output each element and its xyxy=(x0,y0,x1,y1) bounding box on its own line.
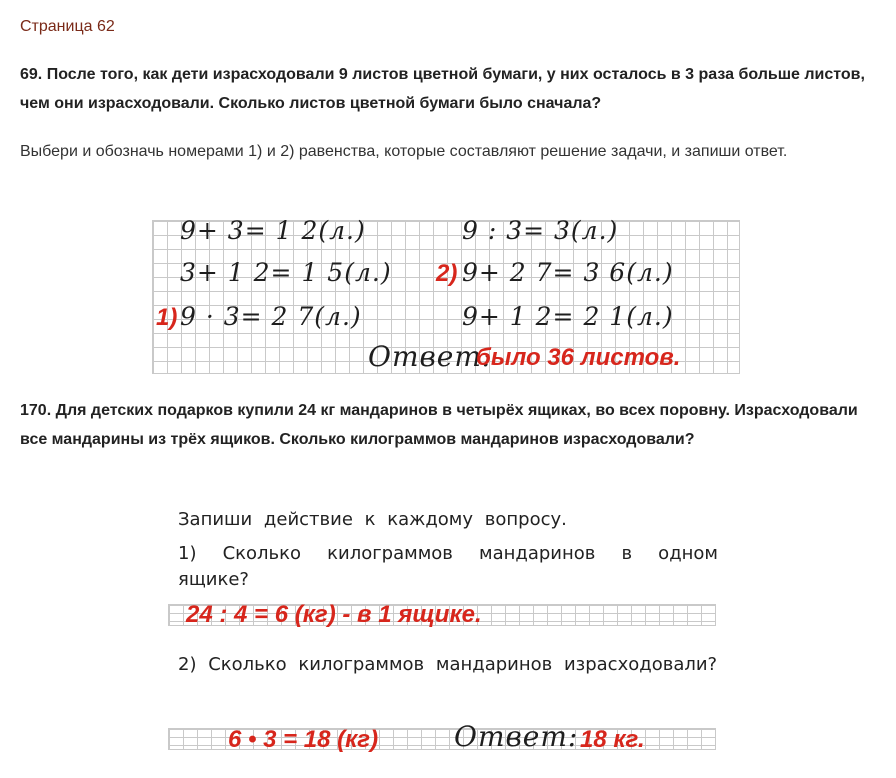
task-170-text: 170. Для детских подарков купили 24 кг мандаринов в четырёх ящиках, во всех поровну. Израсходовали все мандарины из трёх ящиков. Сколько килограммов мандаринов израсходовали? xyxy=(20,402,858,448)
equation-left-1: 9+ 3= 1 2(л.) xyxy=(180,216,366,245)
equation-left-2: 3+ 1 2= 1 5(л.) xyxy=(180,258,392,287)
task-170-instruction: Запиши действие к каждому вопросу. xyxy=(178,509,567,530)
equation-right-2: 9+ 2 7= 3 6(л.) xyxy=(462,258,674,287)
equation-right-3: 9+ 1 2= 2 1(л.) xyxy=(462,302,674,331)
answer-170: 18 кг. xyxy=(580,726,645,753)
question-2: 2) Сколько килограммов мандаринов израсходовали? xyxy=(178,654,718,675)
equation-right-1: 9 : 3= 3(л.) xyxy=(462,216,619,245)
answer-label-69: Ответ: xyxy=(368,340,493,373)
answer-1: 24 : 4 = 6 (кг) - в 1 ящике. xyxy=(186,601,482,628)
answer-2: 6 • 3 = 18 (кг) xyxy=(228,726,379,753)
answer-label-170: Ответ: xyxy=(454,720,579,753)
question-1: 1) Сколько килограммов мандаринов в одном ящике? xyxy=(178,543,718,590)
page-header: Страница 62 xyxy=(20,18,115,35)
task-69-instruction: Выбери и обозначь номерами 1) и 2) равенства, которые составляют решение задачи, и запиши ответ. xyxy=(20,143,788,160)
mark-2: 2) xyxy=(436,260,458,287)
answer-69: было 36 листов. xyxy=(476,344,681,371)
mark-1: 1) xyxy=(156,304,178,331)
equation-left-3: 9 · 3= 2 7(л.) xyxy=(180,302,362,331)
task-69-text: 69. После того, как дети израсходовали 9 листов цветной бумаги, у них осталось в 3 раза больше листов, чем они израсходовали. Сколько листов цветной бумаги было сначала? xyxy=(20,66,865,112)
